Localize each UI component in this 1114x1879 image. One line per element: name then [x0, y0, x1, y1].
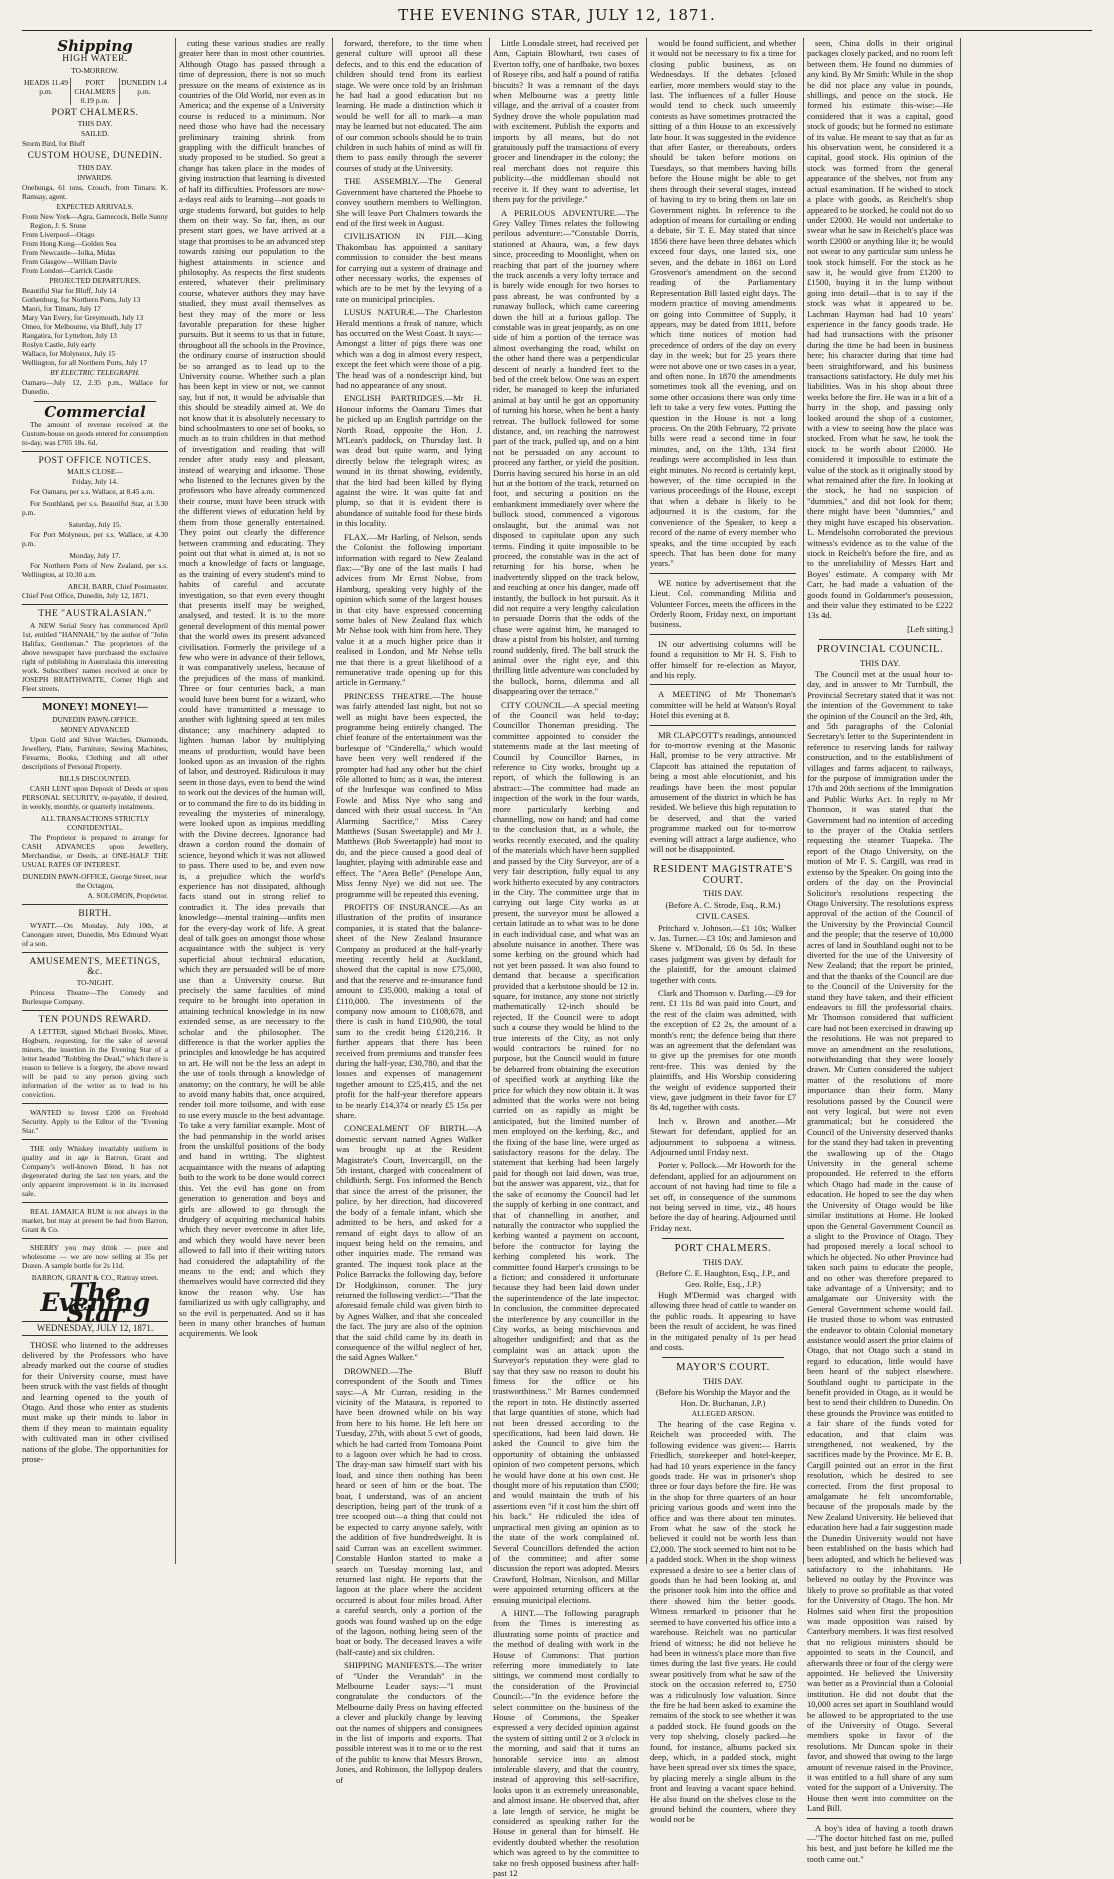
article-paragraph: LUSUS NATURÆ.—The Charleston Herald mentions a freak of nature, which has occurred on the West Coast. It says:—Amongst a litter of pigs there was one which was a dog in almost every respect, except the feet which were those of a pig. The head was of a nondescript kind, but had no appearance of any snout.: [336, 307, 482, 390]
divider: [650, 634, 796, 635]
inwards-text: Onehunga, 61 tons, Crouch, from Timaru. K. Ramsay, agent.: [22, 182, 168, 201]
money-heading: MONEY! MONEY!—: [42, 700, 148, 713]
list-item: Saturday, July 15.: [68, 520, 122, 530]
divider: [22, 451, 168, 452]
departures-list: [22, 286, 168, 367]
arrivals-list: [22, 212, 168, 275]
port-chalmers-court-heading: PORT CHALMERS.: [674, 1243, 772, 1255]
divider: [662, 1238, 784, 1239]
list-item: From New York—Agra, Gamecock, Belle Sunny Region, J. S. Stone: [22, 211, 168, 230]
column-4: [493, 38, 639, 1879]
proprietor-text: The Proprietor is prepared to arrange for CASH ADVANCES upon Jewellery, Merchandise, or Deeds, at ONE-HALF THE USUAL RATES OF INTEREST.: [22, 833, 168, 870]
court-paragraph: Porter v. Pollock.—Mr Howorth for the defendant, applied for an adjournment on account of not having had time to file a set off, in consequence of the summons not being served in time, viz., 48 hours before the day of hearing. Adjourned until Friday next.: [650, 1160, 796, 1233]
list-item: Mary Van Every, for Greymouth, July 13: [22, 312, 144, 322]
divider: [819, 639, 941, 640]
high-water-heading: HIGH WATER.: [62, 54, 128, 65]
custom-this-day: THIS DAY.: [77, 162, 113, 172]
leader-continued: cuting these various studies are really greater here than in most other countries. Although Otago has passed through a time of depression, there is not so much pressure on the means of existence as in countries of the Old World, nor even as in America; and the expense of a University course is reduced to a minimum. Nor need those who have had the necessary preliminary training shrink from grappling with the difficult branches of study proposed to be studied. So great a change has taken place in the modes of giving instruction that learning is divested of half its difficulties. Professors are now-a-days real aids to learning—not goads to urge students forward, but guides to help them on their way. So far, then, as our present start goes, we have arrived at a stage that promises to be an advanced step towards raising our population to the highest attainments in science and philosophy. As respects the first students entered, whatever their preliminary course, whatever authors they may have studied, they must avail themselves as best they may of the more or less favorable preparation for these higher pursuits. But it seems to us that in future, throughout all the schools in the Province, the ordinary course of instruction should be so arranged as to lead up to the University course. Whether such a plan has been kept in view or not, we cannot say, but if not, it would be advisable that this should be steadily aimed at. We do not know that it is absolutely necessary to bind schoolmasters to one set of books, so much as to train children in that method of investigation and reading that will render after study easy and pleasant, instead of wearying and irksome. Those who listened to the lectures given by the professors who have already commenced their course, must have been struck with the different views of education held by them from those generally entertained. They point out clearly the difference between cramming and educating. They point out that what is aimed at, is not so much a knowledge of facts or language, as the training of every student's mind to habits of careful and accurate investigation, so that even every thought that presents itself may be weighed, analysed, and tested. It is to the more general development of this mental power that the world owes its present advanced civilisation. Formerly the privilege of a few who were in advance of their fellows, it was comparatively useless, because of the prejudices of the mass of mankind. Three or four centuries back, a man would have been burnt for a wizard, who could have transmitted a message to another with lightning speed at ten miles distance; any machinery adapted to lighten human labor by multiplying means of production, would have been looked upon as an invasion of the rights of labor, and destroyed. Ridiculous it may seem in those days, even to bend the wind to work out the devices of the human will, or to command the fire to do its bidding in revealing the mysteries of mineralogy, were looked upon as impious meddling with the Divine decrees. Ignorance had drawn a cordon round the domain of science, beyond which it was not allowed to pass. There used to be, and even now is, a prejudice which the world's experience has not dissipated, although facts stand out in strong relief to contradict it. The idea prevails that knowledge—mental training—unfits men for the every-day work of life. A great deal of talk goes on amongst those whose acquaintance with the subject is very superficial about technical education, which they are persuaded will be of more use than a University course. But precisely the same faculties of mind require to be brought into operation in attaining technical knowledge in its now extended sense, as are necessary to the scholar and the philosopher. The difference is that the worker applies the principles and knowledge he has acquired to art. He will not be the less an adept in the use of tools through a knowledge of anatomy; on the contrary, he will be able to avoid many habits that, once acquired, render toil more toilsome, and with ease to use every muscle to the best advantage. To take a very familiar example. Most of the bad penmanship in the world arises from the unskilful positions of the body and hand in writing. The slightest acquaintance with the means of adapting both to the work to be done would correct this. Yet the evil has gone on from generation to generation and boys and girls are allowed to go through the drudgery of acquiring mechanical habits which they never overcome in after life, and which they would have never been allowed to fall into if their writing tutors had considered the adaptability of the means to the end; and which they themselves would have corrected did they know the reason why. Use has familiarized us with ugly calligraphy, and so the evil is perpetuated. And so it has been in many other branches of human acquirements. We look: [179, 38, 325, 1339]
list-item: For Oamaru, per s.s. Wallace, at 8.45 a.m.: [30, 487, 155, 497]
rm-this-day: THIS DAY.: [702, 888, 744, 899]
civil-cases-label: CIVIL CASES.: [696, 911, 750, 922]
divider: [650, 725, 796, 726]
transactions-label: ALL TRANSACTIONS STRICTLY CONFIDENTIAL.: [40, 814, 150, 833]
list-item: Roslyn Castle, July early: [22, 339, 96, 349]
list-item: Wellington, for all Northern Ports, July 17: [22, 357, 148, 367]
mails-list: [22, 477, 168, 579]
list-item: Monday, July 17.: [69, 551, 121, 561]
post-office-location: Chief Post Office, Dunedin, July 12, 1871.: [22, 591, 149, 601]
column-rule: [332, 38, 333, 1564]
sherry-text: SHERRY you may drink — pure and wholesome — we are now selling at 35s per Dozen. A sample bottle for 2s 11d.: [22, 1242, 168, 1270]
mayor-this-day: THIS DAY.: [702, 1375, 744, 1386]
list-item: Wallace, for Molyneux, July 15: [22, 348, 116, 358]
divider: [650, 573, 796, 574]
sailed-text: Storm Bird, for Bluff: [22, 139, 85, 149]
whiskey-text: THE only Whiskey invariably uniform in quality and in age is Barron, Grant and Company's well-known Blend. It has not degenerated during the last ten years, and the only apparent improvement is in its increased sale.: [22, 1143, 168, 1198]
divider: [34, 401, 156, 402]
court-paragraph: Inch v. Brown and another.—Mr Stewart for defendant, applied for an adjournment to subpoena a witness. Adjourned until Friday next.: [650, 1115, 796, 1158]
article-paragraph: CIVILISATION IN FIJI.—King Thakombau has appointed a sanitary commission to consider the best means for carrying out a system of drainage and other necessary works, the expenses of which are to be met by the levying of a rate on municipal principles.: [336, 231, 482, 304]
article-paragraph: A PERILOUS ADVENTURE.—The Grey Valley Times relates the following perilous adventure:—"Constable Dorris, stationed at Ahaura, was, a few days since, proceeding to Moonlight, when on reaching that part of the journey where the track ascends a very lofty terrace and is barely wide enough for two horses to pass abreast, he was confronted by a runaway bullock, which came careering down the hill at a furious gallop. The constable was in great jeopardy, as on one side of him a portion of the terrace was almost overhanging the road, whilst on the other hand there was a perpendicular descent of nearly a hundred feet to the bed of the creek below. One was an expert rider, he managed to keep the infuriated animal at bay until he got an opportunity of turning his horse, when he bent a hasty retreat. The bullock followed for some distance, and, on reaching the narrowest part of the track, pulled up, and on a hint not be persuaded on any account to proceed any farther, or yield the position. Dorris having secured his horse in an old hut at the bottom of the track, returned on foot, and securing a position on the embankment immediately over where the bullock stood, commenced a vigorous onslaught, but the animal was not disposed to capitulate upon any such terms. Finding it quite impossible to be proceed, the constable was in the act of returning for his horse, when he inadvertently slipped on the track below, and reaching at once his danger, made off instantly, the bullock in hot pursuit. As it did not require a very lengthy calculation to persuade Dorris that the odds of the chase were against him, he managed to draw a pistol from his holster, and turning round suddenly, fired. The ball struck the animal over the right eye, and this thrilling little adventure was concluded by the bullock, horns, dilemma and all disappearing over the terrace.": [493, 207, 639, 697]
divider: [22, 952, 168, 953]
tide-dunedin: DUNEDIN 1.4 p.m.: [121, 77, 167, 96]
left-sitting-note: [Left sitting.]: [907, 623, 953, 634]
article-paragraph: THE ASSEMBLY.—The General Government have chartered the Phoebe to convey southern members to Wellington. She will leave Port Chalmers towards the end of the first week in August.: [336, 176, 482, 228]
port-chalmers-heading: PORT CHALMERS.: [51, 107, 139, 118]
tide-heads: HEADS 11.49 p.m.: [22, 78, 71, 105]
bills-label: BILLS DISCOUNTED.: [59, 774, 131, 784]
tide-table: [22, 78, 168, 105]
list-item: Omeo, for Melbourne, via Bluff, July 17: [22, 321, 142, 331]
expected-arrivals-label: EXPECTED ARRIVALS.: [56, 201, 134, 211]
rum-text: REAL JAMAICA RUM is not always in the market, but may at present be had from Barron, Grant & Co.: [22, 1206, 168, 1234]
reward-text: A LETTER, signed Michael Brooks, Miner, Hogburn, requesting, for the sake of several miners, the insertion in the Evening Star of a letter headed "Robbing the Dead," which there is reason to believe is a forgery, the above reward will be paid to any person giving such information of the writer as to lead to his conviction.: [22, 1026, 168, 1099]
commercial-heading: Commercial: [44, 402, 146, 421]
column-2: [179, 38, 325, 1564]
divider: [650, 684, 796, 685]
tide-port-chalmers: PORT CHALMERS 0.19 p.m.: [71, 78, 120, 105]
article-paragraph: ENGLISH PARTRIDGES.—Mr H. Honour informs the Oamaru Times that he picked up an English partridge on the North Road, opposite the Hon. J. M'Lean's paddock, on Thursday last. It was dead but quite warm, and lying directly below the telegraph wires; as wound in its throat showing, evidently, that the bird had been killed by flying against the wire. It was quite fat and plump, so that it is evident there is abundance of suitable food for these birds in this locality.: [336, 393, 482, 529]
column-rule: [646, 38, 647, 1564]
court-paragraph: The hearing of the case Regina v. Reichelt was proceeded with. The following evidence was given:— Harris Friedlich, storekeeper and hotel-keeper, had had 10 years experience in the fancy goods trade. He was in prisoner's shop three or four days before the fire. He was in the shop for three quarters of an hour pricing various goods and went into the office and was there about ten minutes. From what he saw of the stock he believed it could not be worth less than £2,000. The stock seemed to him not to be a padded stock. When in the shop witness expressed a desire to see a better class of goods than he had been looking at, and the prisoner took him into the office and there showed him the better goods. Witness remarked to prisoner that he seemed to have converted his office into a warehouse. Reichelt was no particular friend of witness; he did not believe he had been in witness's place more than five times during the last five years. He could swear positively from what he saw of the stock on the occasion referred to, £750 was a ridiculously low valuation. Since the fire he had been asked to examine the remains of the stock to see whether it was a padded stock. He found goods on the very top shelving, closely packed—he found, for instance, albums packed six deep, which, in a padded stock, might have been spread over six times the space, by placing merely a single album in the front and leaving a vacant space behind. He also found on the shelves close to the ground behind the counters, where they would not be: [650, 1418, 796, 1825]
council-paragraph: The Council met at the usual hour to-day, and in answer to Mr Turnbull, the Provincial Secretary stated that it was not the intention of the Government to take the opinion of the Council on the 3rd, 4th, and 5th paragraphs of the Colonial Secretary's letter to the Superintendent in reference to reserving lands for railway construction, and to the establishment of villages and farms adjacent to railways, for the purpose of immigration under the 17th and 20th sections of the Immigration and Public Works Act. In reply to Mr Thomson, it was stated that the Government had no intention of acceding to the prayer of the Otakia settlers requesting the steamer Tuapeka. The report of the Otago University, on the motion of Mr F. S. Cargill, was read in extenso by the Speaker. On going into the orders of the day on the Provincial Solicitor's resolutions respecting the Otago University. The resolutions express approval of the action of the Council of the University by the Provincial Council and the people; that the reserve of 10,000 acres of land in Southland ought not to be diverted for the use of the University of New Zealand; that the report be printed, and that the thanks of the Council are due to the Council of the University for the stand they have taken, and their efficient endeavors to fill the professorial chairs. Mr Thomson considered that sufficient care had not been exercised in drawing up the resolutions. He was not prepared to move an amendment on the resolutions, notwithstanding that they were loosely drawn. Mr Cutten considered the subject matter of the resolutions of more importance than their form. Many resolutions passed by the Council were not very logical, but were not even grammatical; but he considered the Council of the University deserved thanks for the stand they had taken in preventing the swallowing up of the Otago University in the general scheme propounded. He referred to the efforts which Otago had made in the cause of education. He hoped to see the day when the University of Otago would be like similar institutions at Home. He looked upon the General Government Council as a slight to the Province of Otago. They had proposed merely a local school to which he objected. No other Province had taken such pains to educate the people, and no other was therefore prepared to take advantage of a University; and to amalgamate our University with the General Government scheme would fail. He trusted those to whom was entrusted the endeavor to obtain Colonial monetary assistance would assert the prior claims of Otago, that not Otago such a stand in regard to education, little would have been heard of the subject elsewhere. Southland ought to participate in the benefit provided in Otago, as it would be best to send their children to Dunedin. On these grounds the Province was entitled to a fair share of the funds voted for education, and that claim was strengthened, not weakened, by the sacrifices made by the Province. Mr E. B. Cargill pointed out an error in the first resolution, which he desired to see corrected. From the first proposal to amalgamate he felt uncomfortable, because of the proposals made by the New Zealand University. He believed that education here had a fair suggestion made the Dunedin University would not have been established on the basis which had been adopted, and which he believed was satisfactory to the inhabitants. He believed no outlay by the Province was likely to prove so profitable as that voted for the University of Otago. The hon. Mr Holmes said when first the proposition was made opposition was raised by Canterbury members. It was first resolved that no religious ministers should be appointed to seats in the Council, and afterwards three or four of the clergy were appointed. He believed the University was better as a Provincial than a Colonial institution. He did not doubt that the 10,000 acres set apart in Southland would be allowed to be appropriated to the use of the University of Otago. Several members spoke in favor of the resolutions. Mr Duncan spoke in their favor, and showed that owing to the large amount of revenue raised in the Province, it was entitled to a full share of any sum voted for the support of a University. The House then went into committee on the Land Bill.: [807, 668, 953, 1814]
divider: [22, 1010, 168, 1011]
council-this-day: THIS DAY.: [859, 657, 901, 668]
mayor-before: (Before his Worship the Mayor and the Hon. Dr. Buchanan, J.P.): [655, 1387, 791, 1408]
list-item: From Liverpool—Otago: [22, 229, 95, 239]
custom-house-heading: CUSTOM HOUSE, DUNEDIN.: [27, 151, 163, 162]
article-paragraph: CONCEALMENT OF BIRTH.—A domestic servant named Agnes Walker was brought up at the Resident Magistrate's Court, Invercargill, on the 5th instant, charged with concealment of childbirth. Sergt. Fox informed the Bench that since the arrest of the prisoner, the police, by her direction, had discovered the body of a female infant, which she admitted to be hers, and asked for a remand of eight days to allow of an inquest being held on the remains, and other inquiries made. The remand was granted. The inquest took place at the Police Barracks the following day, before Dr Hodgkinson, coroner. The jury returned the following verdict:—"That the aforesaid female child was given birth to by Agnes Walker, and that she concealed the fact. The jury are also of the opinion that the said child came by its death in consequence of the wilful neglect of her, the said Agnes Walker.": [336, 1123, 482, 1363]
masthead: THE EVENING STAR, JULY 12, 1871.: [398, 6, 716, 24]
masthead-rule: [22, 30, 1092, 31]
column-rule: [960, 38, 961, 1564]
pawn-address: DUNEDIN PAWN-OFFICE, George Street, near the Octagon,: [22, 872, 168, 891]
telegraph-text: Oamaru—July 12, 2.35 p.m., Wallace for Dunedin.: [22, 377, 168, 396]
shipping-heading: Shipping: [57, 37, 133, 55]
list-item: Gothenburg, for Northern Ports, July 13: [22, 294, 141, 304]
post-office-heading: POST OFFICE NOTICES.: [38, 456, 152, 467]
list-item: Beautiful Star for Bluff, July 14: [22, 285, 117, 295]
list-item: From Newcastle—Iolka, Midas: [22, 247, 116, 257]
list-item: From Glasgow—William Davie: [22, 256, 117, 266]
mayors-court-heading: MAYOR'S COURT.: [676, 1362, 770, 1374]
notice-paragraph: IN our advertising columns will be found a requisition to Mr H. S. Fish to offer himself for re-election as Mayor, and his reply.: [650, 638, 796, 680]
list-item: Friday, July 14.: [72, 477, 118, 487]
sherry-signature: BARRON, GRANT & CO., Rattray street.: [31, 1272, 159, 1282]
list-item: From Hong Kong—Golden Sea: [22, 238, 117, 248]
divider: [662, 859, 784, 860]
divider: [22, 1103, 168, 1104]
list-item: From London—Carrick Castle: [22, 265, 113, 275]
birth-heading: BIRTH.: [78, 909, 112, 920]
divider: [22, 1202, 168, 1203]
divider: [807, 1818, 953, 1819]
dateline: WEDNESDAY, JULY 12, 1871.: [22, 1321, 168, 1335]
money-text: Upon Gold and Silver Watches, Diamonds, Jewellery, Plate, Furniture, Sewing Machines, Firearms, Books, Clothing and all other descriptions of Personal Property.: [22, 735, 168, 772]
court-paragraph: Hugh M'Dermid was charged with allowing three head of cattle to wander on the public roads. It appearing to have been the result of accident, he was fined in the mitigated penalty of 1s per head and costs.: [650, 1289, 796, 1352]
newspaper-banner: The Evening Star: [40, 1277, 150, 1328]
inwards-label: INWARDS.: [77, 172, 113, 182]
divider: [662, 1357, 784, 1358]
court-paragraph: Clark and Thomson v. Darling.—£9 for rent. £1 11s 8d was paid into Court, and the rest of the claim was admitted, with the exception of £2 2s, the amount of a month's rent; the defence being that there was an agreement that the defendant was to give up the premises for one month rent-free. This was denied by the plaintiffs, and His Worship considering the weight of evidence supported their view, gave judgment in their favor for £7 8s 4d, together with costs.: [650, 987, 796, 1113]
list-item: For Port Molyneux, per s.s. Wallace, at 4.30 p.m.: [22, 530, 168, 549]
anecdote-paragraph: A boy's idea of having a tooth drawn—"The doctor hitched fast on me, pulled his best, and just before he killed me the tooth came out.": [807, 1822, 953, 1864]
article-paragraph: would be found sufficient, and whether it would not be necessary to fix a time for closing public business, as on Wednesdays. If the debates [closed earlier, more members would stay to the last. The influences of a fuller House would tend to check such unseemly contests as have sometimes protracted the sitting of a thin House to an excessively late hour. It was suggested in the evidence that after Easter, or thereabouts, orders should be taken before motions on Tuesdays, so that members having bills before the House might be able to get them through their several stages, instead of having to try to bring them on late on Government nights. In reference to the adoption of means for curtailing or ending a debate, Sir T. E. May stated that since 1856 there have been three debates which exceed four days, one lasted six, one seven, and the debate in 1861 on Lord Grosvenor's amendment on the second reading of the Parliamentary Representation Bill lasted eight days. The modern practice of moving amendments on going into Committee of Supply, it appears, may be dated from 1811, before which time notices of motion had precedence of orders of the day on every day in the week; but for 25 years there were not above one or two cases in a year, and often none. In 1870 the amendments sometimes took all the evening, and on some other occasions there was only time left to take a very few votes. Putting the question in the House is not a long process. On the 20th February, 72 private bills were read a second time in four minutes, and, on the 13th, 134 first readings were accomplished in less than eight minutes. No record is certainly kept, however, of the time occupied in the various proceedings of the House, except that when a debate is likely to be adjourned it is the custom, for the convenience of the Speaker, to keep a record of the name of every member who speaks, and the time occupied by each speech. That has been done for many years.": [650, 38, 796, 569]
divider: [22, 1139, 168, 1140]
column-6: [807, 38, 953, 1864]
amusements-text: Princess Theatre—The Comedy and Burlesque Company.: [22, 988, 168, 1007]
article-paragraph: Little Lonsdale street, had received per Ann, Captain Blowhard, two cases of Everton toffy, one of hardbake, two boxes of Roseye ribs, and half a pound of ratifia biscuits? It was a remnant of the days when Melbourne was a pretty little village, and the arrival of a coaster from Sydney drove the whole population mad with excitement. Publish the exports and imports by all means, but do not gratuitously puff the transactions of every grocer and linendraper in the colony; the real merchant does not require this publicity—the middleman should not receive it. If they want to advertise, let them pay for the privilege.": [493, 38, 639, 205]
cash-lent-text: CASH LENT upon Deposit of Deeds or upon PERSONAL SECURITY, re-payable, if desired, in weekly, monthly, or quarterly instalments.: [22, 784, 168, 812]
divider: [22, 697, 168, 698]
court-paragraph: seen, China dolls in their original packages closely packed, and no room left between them. He found no dummies of any kind. By Mr Smith: While in the shop he did not place any value in pounds, shillings, and pence on the stock. He formed his estimate this-wise:—He considered that it was a capital, good stock of goods; but he formed no estimate of its value. He meant to say that as far as his observation went, he considered it a capital, good stock. His opinion of the stock was formed from the general appearance of the shelves, not from any actual examination. If he wished to stock a place with goods, as Reichelt's shop appeared to be stocked, he could not do so under £2000. He would not undertake to swear what he saw in Reichelt's place was worth £2000 or anything like it; he would not swear to any particular sum unless he took stock himself. For the stock as he saw it, he would give from £1200 to £1500, buying it in the lump without going into detail—that is to say if the stock was what it appeared to be. Lachman Hayman had had 10 years' experience in the fancy goods trade. He had had transactions with the prisoner during the time he had been in business here; his character during that time had been straightforward, and his business transactions satisfactory. He duly met his liabilities. Was in his shop about three weeks before the fire. He was in a bit of a hurry in the shop, and passing only looked around the shop of a customer, with a view to seeing how the place was stocked. From what he saw, he took the stock to be worth about £2000. He considered it impossible to estimate the value of the stock as it originally stood by what remained after the fire. In looking at the stock, he had no suspicion of "dummies," and did not look for them; there might have been "dummies," and they might have escaped his observation. L. Mendelsohn corroborated the previous witness's evidence as to the value of the stock in Reichelt's before the fire, and as to the unreliability of Messrs Hart and Boyes' estimate. A company with Mr Carr, he had made a valuation of the goods found in Goldammer's possession, and their value they estimated to be £222 13s 4d.: [807, 38, 953, 621]
article-paragraph: PRINCESS THEATRE.—The house was fairly attended last night, but not so well as might have been expected, the programme being entirely changed. The chief feature of the entertainment was the burlesque of "Cinderella," which would have been very well rendered if the prompter had had any other but the chief rôle allotted to him; as it was, the interest of the burlesque was confined to Miss Fowle and Miss Nye who sang and danced with their usual success. In "An Alarming Sacrifice," Miss Carey Matthews (Susan Sweetapple) and Mr J. Matthews (Bob Sweetapple) had most to do, and the piece caused a good deal of laughter, playing with admirable ease and effect. The "Area Belle" (Penelope Ann, Miss Jenny Nye) we did not see. The programme will be repeated this evening.: [336, 690, 482, 899]
notice-paragraph: A MEETING of Mr Thoneman's committee will be held at Watson's Royal Hotel this evening at 8.: [650, 689, 796, 721]
amusements-heading: AMUSEMENTS, MEETINGS, &c.: [29, 956, 161, 978]
article-paragraph: A HINT.—The following paragraph from the Times is interesting as illustrating some points of practice and the method of dealing with work in the House of Commons: That portion referring more immediately to late sittings, we commend most cordially to the consideration of the Provincial Council:—"In the evidence before the select committee on the business of the House of Commons, the Speaker expressed a very decided opinion against the system of sitting until 2 or 3 o'clock in the morning, and said that it turns an honorable service into an almost intolerable slavery, and that the country, instead of approving this self-sacrifice, looks upon it as extremely unreasonable, and almost insane. He observed that, after a late length of service, he might be considered as speaking rather for the House in general than for himself. He evidently doubted whether the resolution which was agreed to by the committee to take no fresh opposed business after half-past 12: [493, 1607, 639, 1879]
column-3: [336, 38, 482, 1785]
pawn-owner: A. SOLOMON, Proprietor.: [87, 891, 168, 901]
rm-court-heading: RESIDENT MAGISTRATE'S COURT.: [652, 864, 793, 886]
australasian-heading: THE "AUSTRALASIAN.": [38, 609, 152, 620]
article-paragraph: SHIPPING MANIFESTS.—The writer of "Under the Verandah" in the Melbourne Leader says:—"I must congratulate the conductors of the Melbourne daily Press on having effected a clever and pluckily change by leaving out the names of shippers and consignees in the list of imports and exports. That possible interest was it to me or to the rest of the public to know that Messrs Brown, Jones, and Robinson, the lollypop dealers of: [336, 1660, 482, 1785]
column-rule: [803, 38, 804, 1564]
mails-close-label: MAILS CLOSE—: [67, 467, 123, 477]
column-rule: [489, 38, 490, 1564]
postmaster-signature: ARCH. BARR, Chief Postmaster.: [67, 582, 168, 592]
wanted-text: WANTED to Invest £200 on Freehold Security. Apply to the Editor of the "Evening Star.": [22, 1107, 168, 1135]
birth-text: WYATT.—On Monday, July 10th, at Canongate street, Dunedin, Mrs Edmund Wyatt of a son.: [22, 920, 168, 948]
list-item: For Northern Ports of New Zealand, per s.s. Wellington, at 10.30 a.m.: [22, 561, 168, 580]
pc-this-day: THIS DAY.: [702, 1256, 744, 1267]
alleged-arson-label: ALLEGED ARSON.: [691, 1408, 755, 1418]
divider: [22, 904, 168, 905]
divider: [22, 604, 168, 605]
court-paragraph: Pritchard v. Johnson.—£1 10s; Walker v. Jas. Turner.—£3 10s; and Jamieson and Skene v. M'Donald, £6 0s 5d. In these cases judgment was given by default for the plaintiff, for the amount claimed together with costs.: [650, 922, 796, 985]
list-item: Maori, for Timaru, July 17: [22, 303, 101, 313]
pc-before: (Before C. E. Haughton, Esq., J.P., and Geo. Rolfe, Esq., J.P.): [656, 1268, 790, 1289]
article-paragraph: DROWNED.—The Bluff correspondent of the South and Times says:—A Mr Curran, residing in the vicinity of the Mataura, is reported to have been drowned while on his way from here to his home. He left here on Tuesday, 27th, with about 5 cwt of goods, which he had carted from Tomoana Point to a lagoon over which he had to cross. The dray-man saw himself start with his load, and since then nothing has been heard or seen of him or the boat. The boat, I understand, was of an ancient description, being part of the trunk of a tree scooped out—a thing that could not be expected to carry anyone safely, with the addition of five hundredweight. It is said Curran was an excellent swimmer. Constable Hanlon started to make a search on Tuesday morning last, and returned last night. He reports that the lagoon at the place where the accident occurred is about four miles broad. After a careful search, only a portion of the goods was found washed up on the edge of the lagoon, nothing being seen of the boat or body. The deceased leaves a wife (half-caste) and six children.: [336, 1365, 482, 1657]
projected-departures-label: PROJECTED DEPARTURES.: [49, 275, 141, 285]
article-paragraph: FLAX.—Mr Harling, of Nelson, sends the Colonist the following important information with regard to New Zealand flax:—"By one of the last mails I had advices from Mr Ernst Nobse, from Hamburg, speaking very highly of the opinion which some of the largest houses in that city have expressed concerning some bales of New Zealand flax which Mr Nehse took with him from here. They value it at a much higher price than it realised in London, and Mr Nehse tells me that there is a great likelihood of a remunerative trade opening up for this article in Germany.": [336, 531, 482, 688]
tonight-label: TO-NIGHT.: [76, 978, 114, 988]
column-5: [650, 38, 796, 1825]
tomorrow-label: TO-MORROW.: [71, 65, 119, 75]
money-advanced-label: MONEY ADVANCED: [60, 725, 130, 735]
article-paragraph: forward, therefore, to the time when general culture will uproot all these defects, and to this end the education of children should tend from its earliest stage. We were once told by an Irishman he had had a good education but no learning. He made a distinction which it would be well for all to mark—a man may be learned but not educated. The aim of our common schools should be to train children in such habits of mind as will fit them to pass easily through the severer courses of study at the University.: [336, 38, 482, 173]
notice-paragraph: MR CLAPCOTT's readings, announced for to-morrow evening at the Masonic Hall, promise to be very attractive. Mr Clapcott has attained the reputation of being a most able elocutionist, and his readings have been the most popular amusement of the district in which he has resided. We believe this high reputation to be deserved, and that the varied programme marked out for to-morrow evening will attract a large audience, who will not be disappointed.: [650, 729, 796, 855]
article-paragraph: CITY COUNCIL.—A special meeting of the Council was held to-day; Councillor Thoneman presiding. The committee appointed to consider the statements made at the last meeting of Council by Councillor Barnes, in reference to City works, brought up a report, of which the following is an abstract:—The committee had made an inspection of the work in the four wards, more particularly kerbing and channelling, now on hand; and had come to the conclusion that, as a whole, the works recently executed, and the quality of the materials which have been supplied and passed by the City Surveyor, are of a very fair description, fully equal to any work hitherto executed by any contractors in the City. The committee urge that in carrying out large City works as at present, the surveyor must be allowed a certain latitude as to what was to be done in each individual case, and what was an absolute nuisance in another. There was some kerbing on the ground which had not yet been passed. It was also found to demand that because a specification provided that a kerbstone should be 12 in. square, for instance, any stone not strictly mathematically 12-inch should be rejected. If the Council were to adopt such a course they would be blind to the true interests of the City, as not only would contractors be ruined for no purpose, but the Council would in future be debarred from obtaining the execution of specified work at anything like the price for which they now obtain it. It was admitted that the works were not being carried on as rapidly as might be anticipated, but the limited number of men employed on the kerbing, &c., and the fixing of the base line, were urged as satisfactory reasons for the delay. The statement that kerbing had been largely paid for though not laid down, was true, but the answer was apparent, viz., that for the sake of economy the Council had let the supply of kerbing in one contract, and that of channelling in another, and naturally the contractor who supplied the kerbing wanted a payment on account, before the contractor for laying the kerbing completed his work. The committee found Harper's crossings to be a fiction; and considered it unfortunate because they had been laid down under the superintendence of the late inspector. In conclusion, the committee deprecated the interference by any councillor in the City works, as being mischievous and altogether undignified; and that as the complaint was an attack upon the Surveyor's reputation they were glad to say that they saw no reason to doubt his fitness for the office or his trustworthiness." Mr Barnes condemned the report in toto. He distinctly asserted that large quantities of stone, which had not been dressed according to the specifications, had been laid down. He asked the Council to give him the opportunity of obtaining the unbiassed opinion of two competent persons, which he would have done at his own cost. He thought more of his reputation than £500; and would maintain the truth of his assertions even "if it cost him the shirt off his back." He ridiculed the idea of unpractical men giving an opinion as to the state of the work complained of. Several Councillors defended the action of the committee; and after some discussion the report was adopted. Messrs Crawford, Holman, Nicolson, and Millar were appointed returning officers at the ensuing municipal elections.: [493, 699, 639, 1605]
australasian-text: A NEW Serial Story has commenced April 1st, entitled "HANNAH," by the author of "John Halifax, Gentleman." The proprietors of the above newspaper have purchased the exclusive right of publishing in Australasia this interesting work. Subscribers' names received at once by JOSEPH BRAITHWAITE, Corner High and Fleet streets.: [22, 620, 168, 693]
column-1: [22, 38, 168, 1564]
column-rule: [175, 38, 176, 1564]
leader-opening: THOSE who listened to the addresses delivered by the Professors who have already marked out the course of studies for their University course, must have been struck with the vast fields of thought and learning opened to the youth of Otago. And those who enter as students must make up their minds to labor in them if they mean to maintain equality with cultivated man in other civilised nations of the globe. The opportunities for prose-: [22, 1339, 168, 1464]
commercial-text: The amount of revenue received at the Custom-house on goods entered for consumption to-day, was £705 18s. 6d.: [22, 420, 168, 448]
telegraph-heading: BY ELECTRIC TELEGRAPH.: [50, 367, 140, 377]
list-item: Rangatira, for Lyttelton, July 13: [22, 330, 117, 340]
list-item: For Southland, per s.s. Beautiful Star, at 3.30 p.m.: [22, 499, 168, 518]
divider: [22, 1238, 168, 1239]
sailed-label: SAILED.: [80, 129, 110, 139]
rm-before: (Before A. C. Strode, Esq., R.M.): [665, 899, 781, 910]
notice-paragraph: WE notice by advertisement that the Lieut. Col. commanding Militia and Volunteer Forces, meets the officers in the Orderly Room, Friday next, on important business.: [650, 577, 796, 630]
article-paragraph: PROFITS OF INSURANCE.—As an illustration of the profits of insurance companies, it is stated that the balance-sheet of the New Zealand Insurance Company as produced at the half-yearly meeting recently held at Auckland, showed that the capital is now £75,000, and that the reserve and re-insurance fund amount to £35,000, making a total of £110,000. The investments of the company now amount to £108,678, and there is cash in hand £10,900, the total sum to the credit being £120,216. It further appears that there has been received from premiums and transfer fees during the half-year, £30,780, and that the losses and expenses of management together amount to £25,415, and the net profit for the half-year therefore appears to be nearly £14,374 or nearly £5 15s per share.: [336, 901, 482, 1121]
reward-heading: TEN POUNDS REWARD.: [38, 1015, 152, 1026]
pawn-office-label: DUNEDIN PAWN-OFFICE.: [52, 715, 138, 725]
provincial-council-heading: PROVINCIAL COUNCIL.: [816, 644, 944, 656]
this-day-label: THIS DAY.: [77, 119, 113, 129]
